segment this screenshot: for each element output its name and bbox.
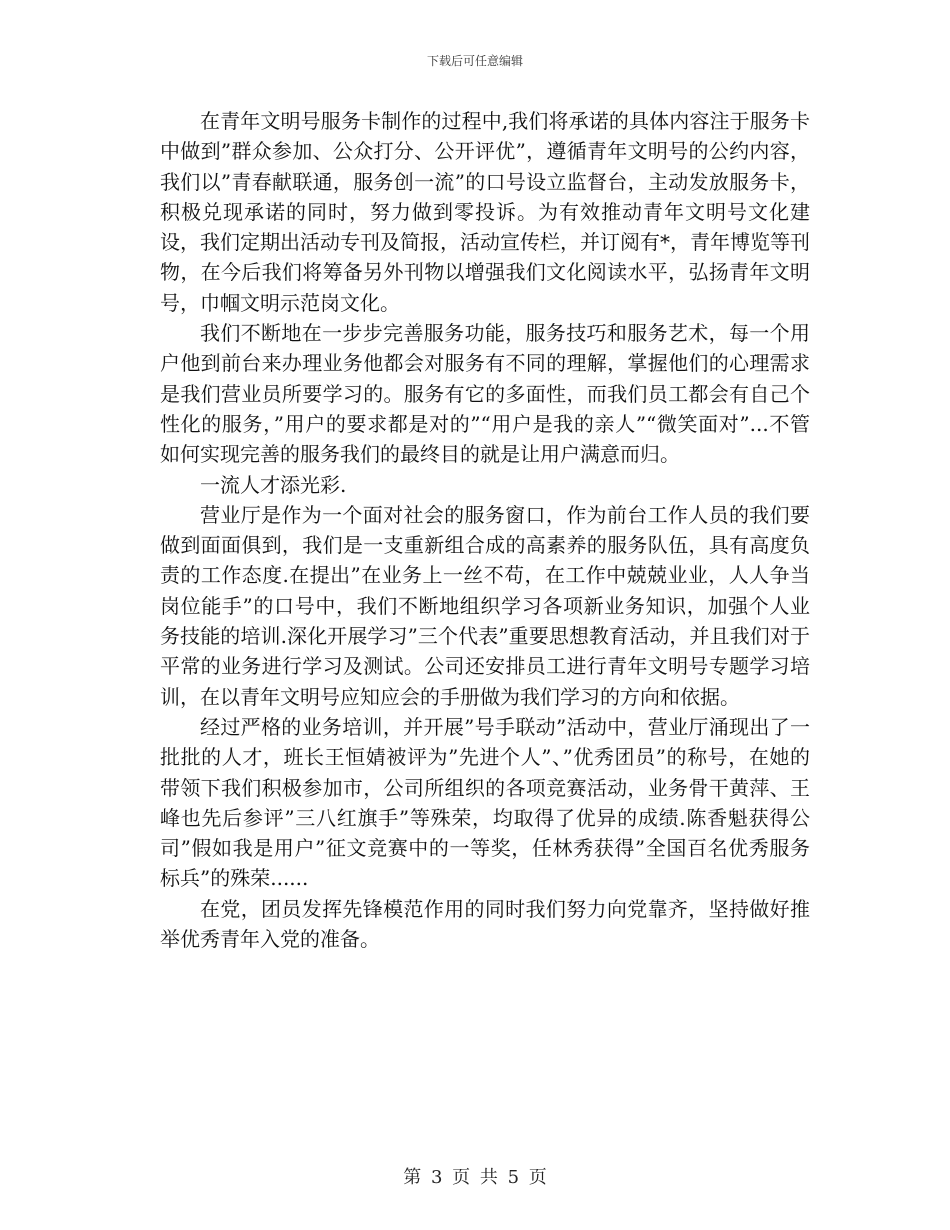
paragraph-party-members: 在党，团员发挥先锋模范作用的同时我们努力向党靠齐，坚持做好推举优秀青年入党的准备。 [160, 896, 810, 952]
page-header-note: 下载后可任意编辑 [426, 54, 523, 68]
section-heading-talent: 一流人才添光彩. [200, 472, 347, 497]
paragraph-training-results: 经过严格的业务培训，并开展”号手联动”活动中，营业厅涌现出了一批批的人才，班长王恒婧被评为”先进个人”、”优秀团员”的称号，在她的带领下我们积极参加市，公司所组织的各项竞赛活动，业务骨干黄萍、王峰也先后参评”三八红旗手”等殊荣，均取得了优异的成绩.陈香魁获得公司”假如我是用户”征文竞赛中的一等奖，任林秀获得”全国百名优秀服务标兵”的殊荣...... [160, 714, 810, 891]
page-number-footer: 第 3 页 共 5 页 [403, 1167, 547, 1188]
paragraph-business-hall: 营业厅是作为一个面对社会的服务窗口，作为前台工作人员的我们要做到面面俱到，我们是一支重新组合成的高素养的服务队伍，具有高度负责的工作态度.在提出”在业务上一丝不苟，在工作中兢兢业业，人人争当岗位能手”的口号中，我们不断地组织学习各项新业务知识，加强个人业务技能的培训.深化开展学习”三个代表”重要思想教育活动，并且我们对于平常的业务进行学习及测试。公司还安排员工进行青年文明号专题学习培训，在以青年文明号应知应会的手册做为我们学习的方向和依据。 [160, 502, 810, 709]
paragraph-service-function: 我们不断地在一步步完善服务功能，服务技巧和服务艺术，每一个用户他到前台来办理业务他都会对服务有不同的理解，掌握他们的心理需求是我们营业员所要学习的。服务有它的多面性，而我们员工都会有自己个性化的服务，”用户的要求都是对的”“用户是我的亲人”“微笑面对”...不管如何实现完善的服务我们的最终目的就是让用户满意而归。 [160, 321, 810, 467]
paragraph-service-card: 在青年文明号服务卡制作的过程中,我们将承诺的具体内容注于服务卡中做到”群众参加、公众打分、公开评优”，遵循青年文明号的公约内容，我们以”青春献联通，服务创一流”的口号设立监督台，主动发放服务卡，积极兑现承诺的同时，努力做到零投诉。为有效推动青年文明号文化建设，我们定期出活动专刊及简报，活动宣传栏，并订阅有*，青年博览等刊物，在今后我们将筹备另外刊物以增强我们文化阅读水平，弘扬青年文明号，巾帼文明示范岗文化。 [160, 109, 810, 315]
document-body [160, 106, 810, 954]
